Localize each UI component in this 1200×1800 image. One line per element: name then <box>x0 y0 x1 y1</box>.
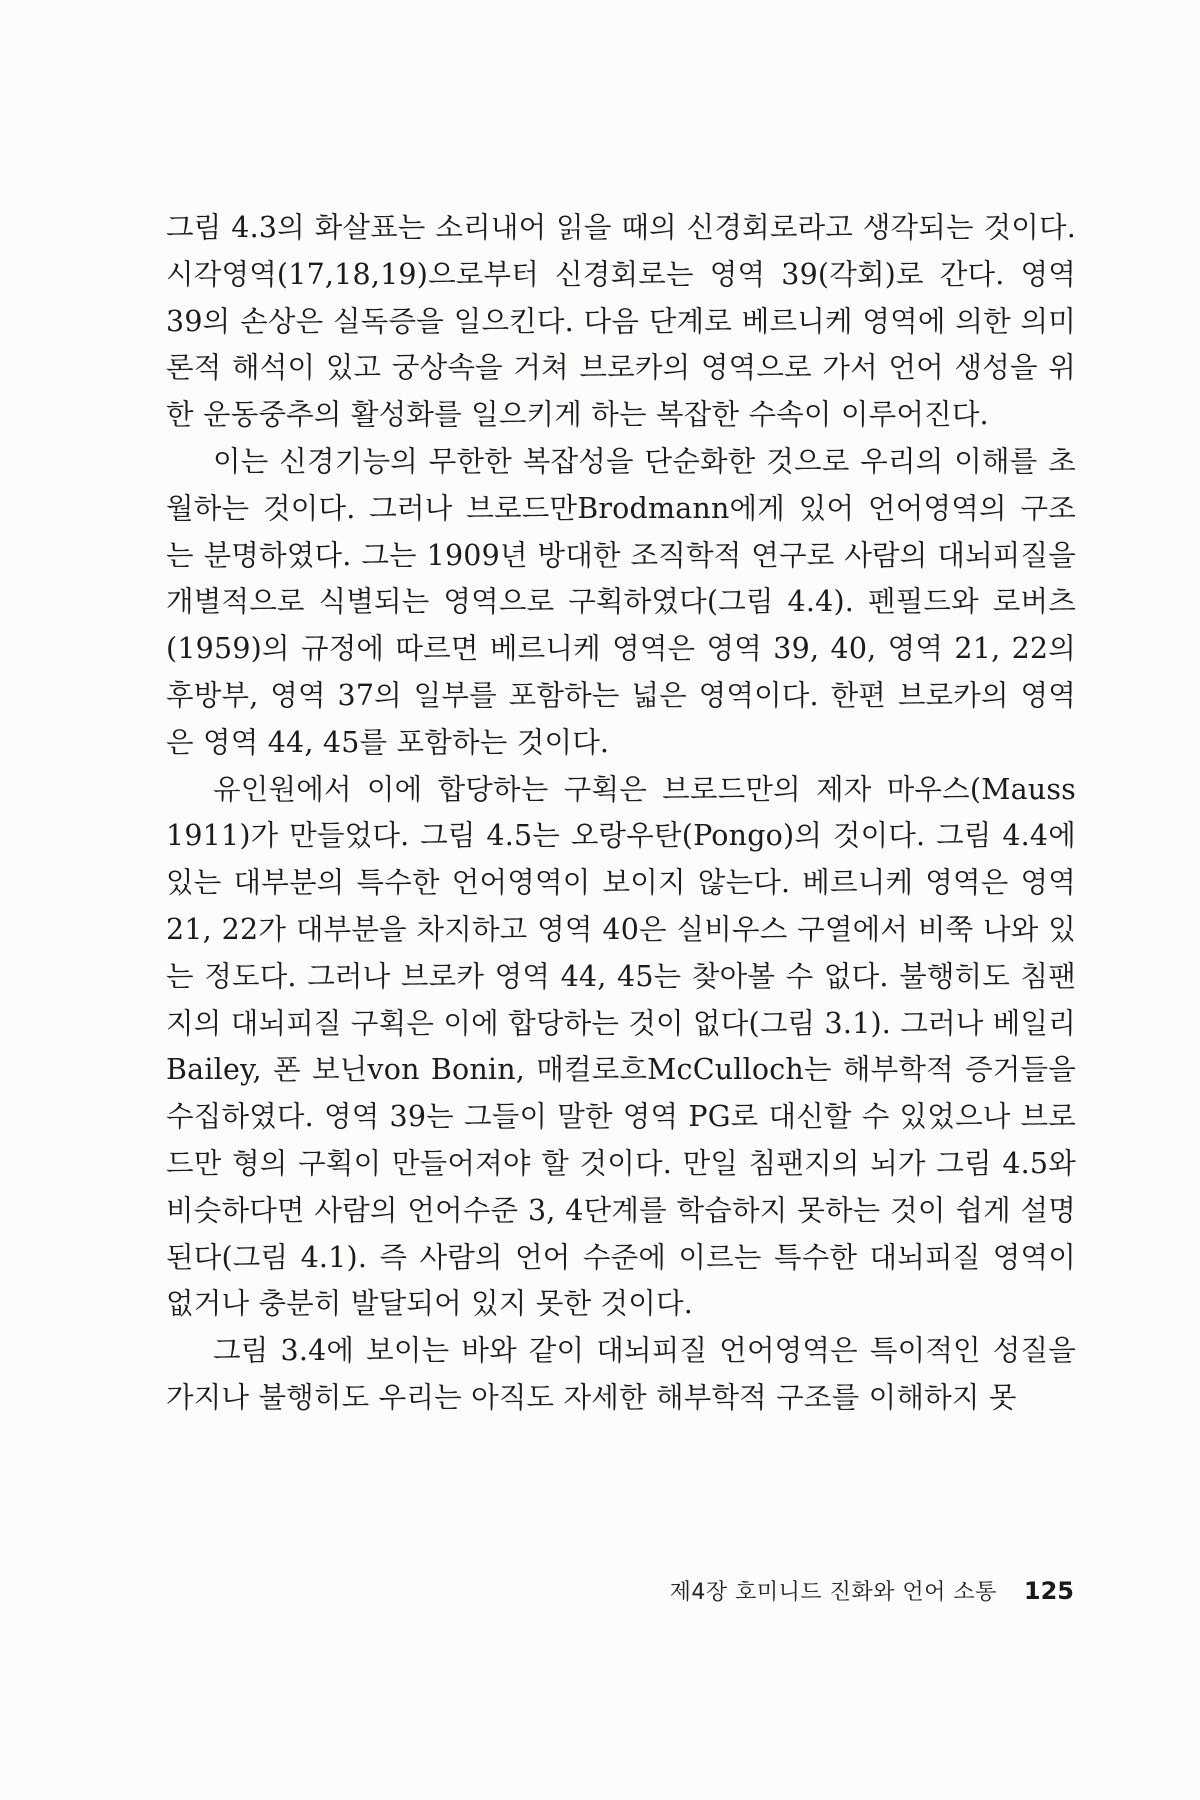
page-footer <box>604 1575 1074 1606</box>
running-footer-chapter: 제4장 호미니드 진화와 언어 소통 <box>669 1580 997 1605</box>
paragraph-1: 그림 4.3의 화살표는 소리내어 읽을 때의 신경회로라고 생각되는 것이다. 시각영역(17,18,19)으로부터 신경회로는 영역 39(각회)로 간다. 영역 39의 손상은 실독증을 일으킨다. 다음 단계로 베르니케 영역에 의한 의미론적 해석이 있고 궁상속을 거쳐 브로카의 영역으로 가서 언어 생성을 위한 운동중추의 활성화를 일으키게 하는 복잡한 수속이 이루어진다. <box>166 211 1076 432</box>
paragraph-2: 이는 신경기능의 무한한 복잡성을 단순화한 것으로 우리의 이해를 초월하는 것이다. 그러나 브로드만Brodmann에게 있어 언어영역의 구조는 분명하였다. 그는 1909년 방대한 조직학적 연구로 사람의 대뇌피질을 개별적으로 식별되는 영역으로 구획하였다(그림 4.4). 펜필드와 로버츠(1959)의 규정에 따르면 베르니케 영역은 영역 39, 40, 영역 21, 22의 후방부, 영역 37의 일부를 포함하는 넓은 영역이다. 한편 브로카의 영역은 영역 44, 45를 포함하는 것이다. <box>166 444 1076 759</box>
paragraph-3: 유인원에서 이에 합당하는 구획은 브로드만의 제자 마우스(Mauss 1911)가 만들었다. 그림 4.5는 오랑우탄(Pongo)의 것이다. 그림 4.4에 있는 대부분의 특수한 언어영역이 보이지 않는다. 베르니케 영역은 영역 21, 22가 대부분을 차지하고 영역 40은 실비우스 구열에서 비쭉 나와 있는 정도다. 그러나 브로카 영역 44, 45는 찾아볼 수 없다. 불행히도 침팬지의 대뇌피질 구획은 이에 합당하는 것이 없다(그림 3.1). 그러나 베일리Bailey, 폰 보닌von Bonin, 매컬로흐McCulloch는 해부학적 증거들을 수집하였다. 영역 39는 그들이 말한 영역 PG로 대신할 수 있었으나 브로드만 형의 구획이 만들어져야 할 것이다. 만일 침팬지의 뇌가 그림 4.5와 비슷하다면 사람의 언어수준 3, 4단계를 학습하지 못하는 것이 쉽게 설명된다(그림 4.1). 즉 사람의 언어 수준에 이르는 특수한 대뇌피질 영역이 없거나 충분히 발달되어 있지 못한 것이다. <box>166 772 1076 1321</box>
page-number: 125 <box>1023 1577 1074 1605</box>
paragraph-4: 그림 3.4에 보이는 바와 같이 대뇌피질 언어영역은 특이적인 성질을 가지나 불행히도 우리는 아직도 자세한 해부학적 구조를 이해하지 못 <box>166 1334 1076 1414</box>
body-text <box>166 205 1076 1422</box>
